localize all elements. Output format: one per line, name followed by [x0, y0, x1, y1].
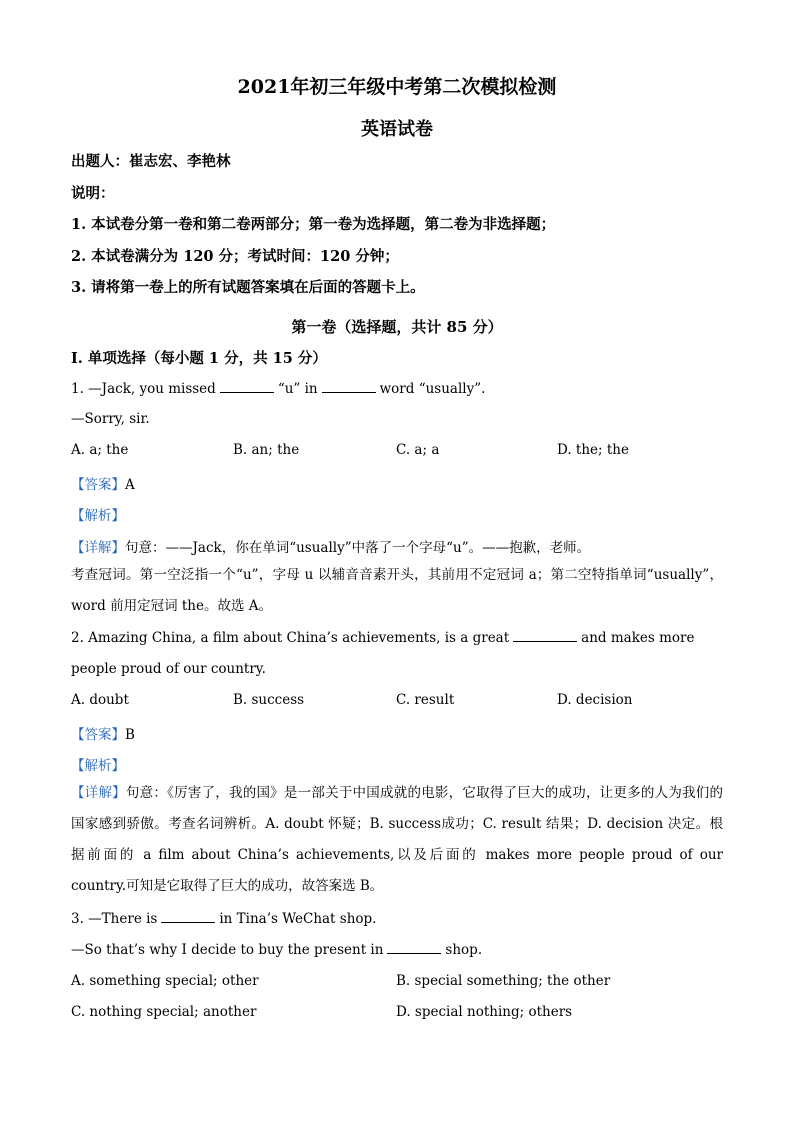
question-3-option-a: A. something special; other [71, 973, 259, 989]
question-1-option-a: A. a; the [71, 442, 129, 458]
part-one-title: 第一卷（选择题，共计 85 分） [291, 318, 503, 336]
question-1-stem-part3: word “usually”. [379, 381, 486, 397]
question-2-stem-line2: people proud of our country. [71, 661, 266, 677]
question-1-analysis-label: 【解析】 [71, 508, 125, 524]
answer-blank [161, 910, 215, 923]
question-1-stem-part2: “u” in [277, 381, 318, 397]
instructions-label: 说明： [71, 185, 115, 202]
answer-label: 【答案】 [71, 477, 125, 493]
instruction-1: 1. 本试卷分第一卷和第二卷两部分；第一卷为选择题，第二卷为非选择题； [71, 216, 556, 233]
detail-text: 句意：《厉害了，我的国》是一部关于中国成就的电影，它取得了巨大的成功，让更多的人为我们的国家感到骄傲。考查名词辨析。A. doubt 怀疑；B. success成功；C. result 结果；D. decision 决定。根据前面的 a film about China’s achievements,以及后面的 makes more people proud of our country.可知是它取得了巨大的成功，故答案选 B。 [71, 785, 724, 894]
question-3-reply-part1: —So that’s why I decide to buy the present in [71, 942, 384, 958]
question-1-answer [71, 473, 135, 493]
question-1-stem-part1: 1. —Jack, you missed [71, 381, 216, 397]
question-3-reply [71, 941, 482, 958]
answer-value: A [125, 477, 135, 493]
answer-blank [387, 941, 441, 954]
question-1-explanation: 考查冠词。第一空泛指一个“u”，字母 u 以辅音音素开头，其前用不定冠词 a；第二空特指单词“usually”，word 前用定冠词 the。故选 A。 [71, 567, 723, 614]
question-3-option-c: C. nothing special; another [71, 1004, 257, 1020]
answer-blank [322, 380, 376, 393]
question-3-stem [71, 910, 376, 927]
question-1-detail [71, 536, 590, 556]
question-1-option-c: C. a; a [396, 442, 440, 458]
question-2-stem-part2: and makes more [581, 630, 695, 646]
instruction-3: 3. 请将第一卷上的所有试题答案填在后面的答题卡上。 [71, 279, 425, 296]
instruction-2: 2. 本试卷满分为 120 分；考试时间：120 分钟； [71, 248, 399, 265]
exam-subtitle: 英语试卷 [361, 119, 433, 140]
answer-blank [220, 380, 274, 393]
question-3-stem-part2: in Tina’s WeChat shop. [219, 911, 377, 927]
question-2-stem [71, 629, 694, 646]
answer-blank [513, 629, 577, 642]
answer-label: 【答案】 [71, 727, 125, 743]
question-2-option-c: C. result [396, 692, 455, 708]
question-1-option-b: B. an; the [233, 442, 300, 458]
question-2-option-a: A. doubt [71, 692, 129, 708]
question-1-stem [71, 380, 485, 397]
detail-label: 【详解】 [71, 785, 126, 801]
question-2-stem-part1: 2. Amazing China, a film about China’s achievements, is a great [71, 630, 510, 646]
question-3-stem-part1: 3. —There is [71, 911, 158, 927]
question-2-answer [71, 723, 135, 743]
exam-authors: 出题人：崔志宏、李艳林 [71, 153, 231, 170]
section-one-title: I. 单项选择（每小题 1 分，共 15 分） [71, 350, 327, 367]
question-2-analysis-label: 【解析】 [71, 758, 125, 774]
question-2-option-d: D. decision [557, 692, 633, 708]
detail-label: 【详解】 [71, 540, 125, 556]
question-1-option-d: D. the; the [557, 442, 629, 458]
question-3-option-b: B. special something; the other [396, 973, 611, 989]
exam-title: 2021年初三年级中考第二次模拟检测 [237, 76, 557, 98]
question-2-option-b: B. success [233, 692, 305, 708]
detail-text: 句意：——Jack，你在单词“usually”中落了一个字母“u”。——抱歉，老师。 [125, 540, 591, 556]
question-3-option-d: D. special nothing; others [396, 1004, 573, 1020]
question-2-detail [71, 778, 723, 902]
question-1-reply: —Sorry, sir. [71, 411, 150, 427]
answer-value: B [125, 727, 135, 743]
question-3-reply-part2: shop. [445, 942, 483, 958]
